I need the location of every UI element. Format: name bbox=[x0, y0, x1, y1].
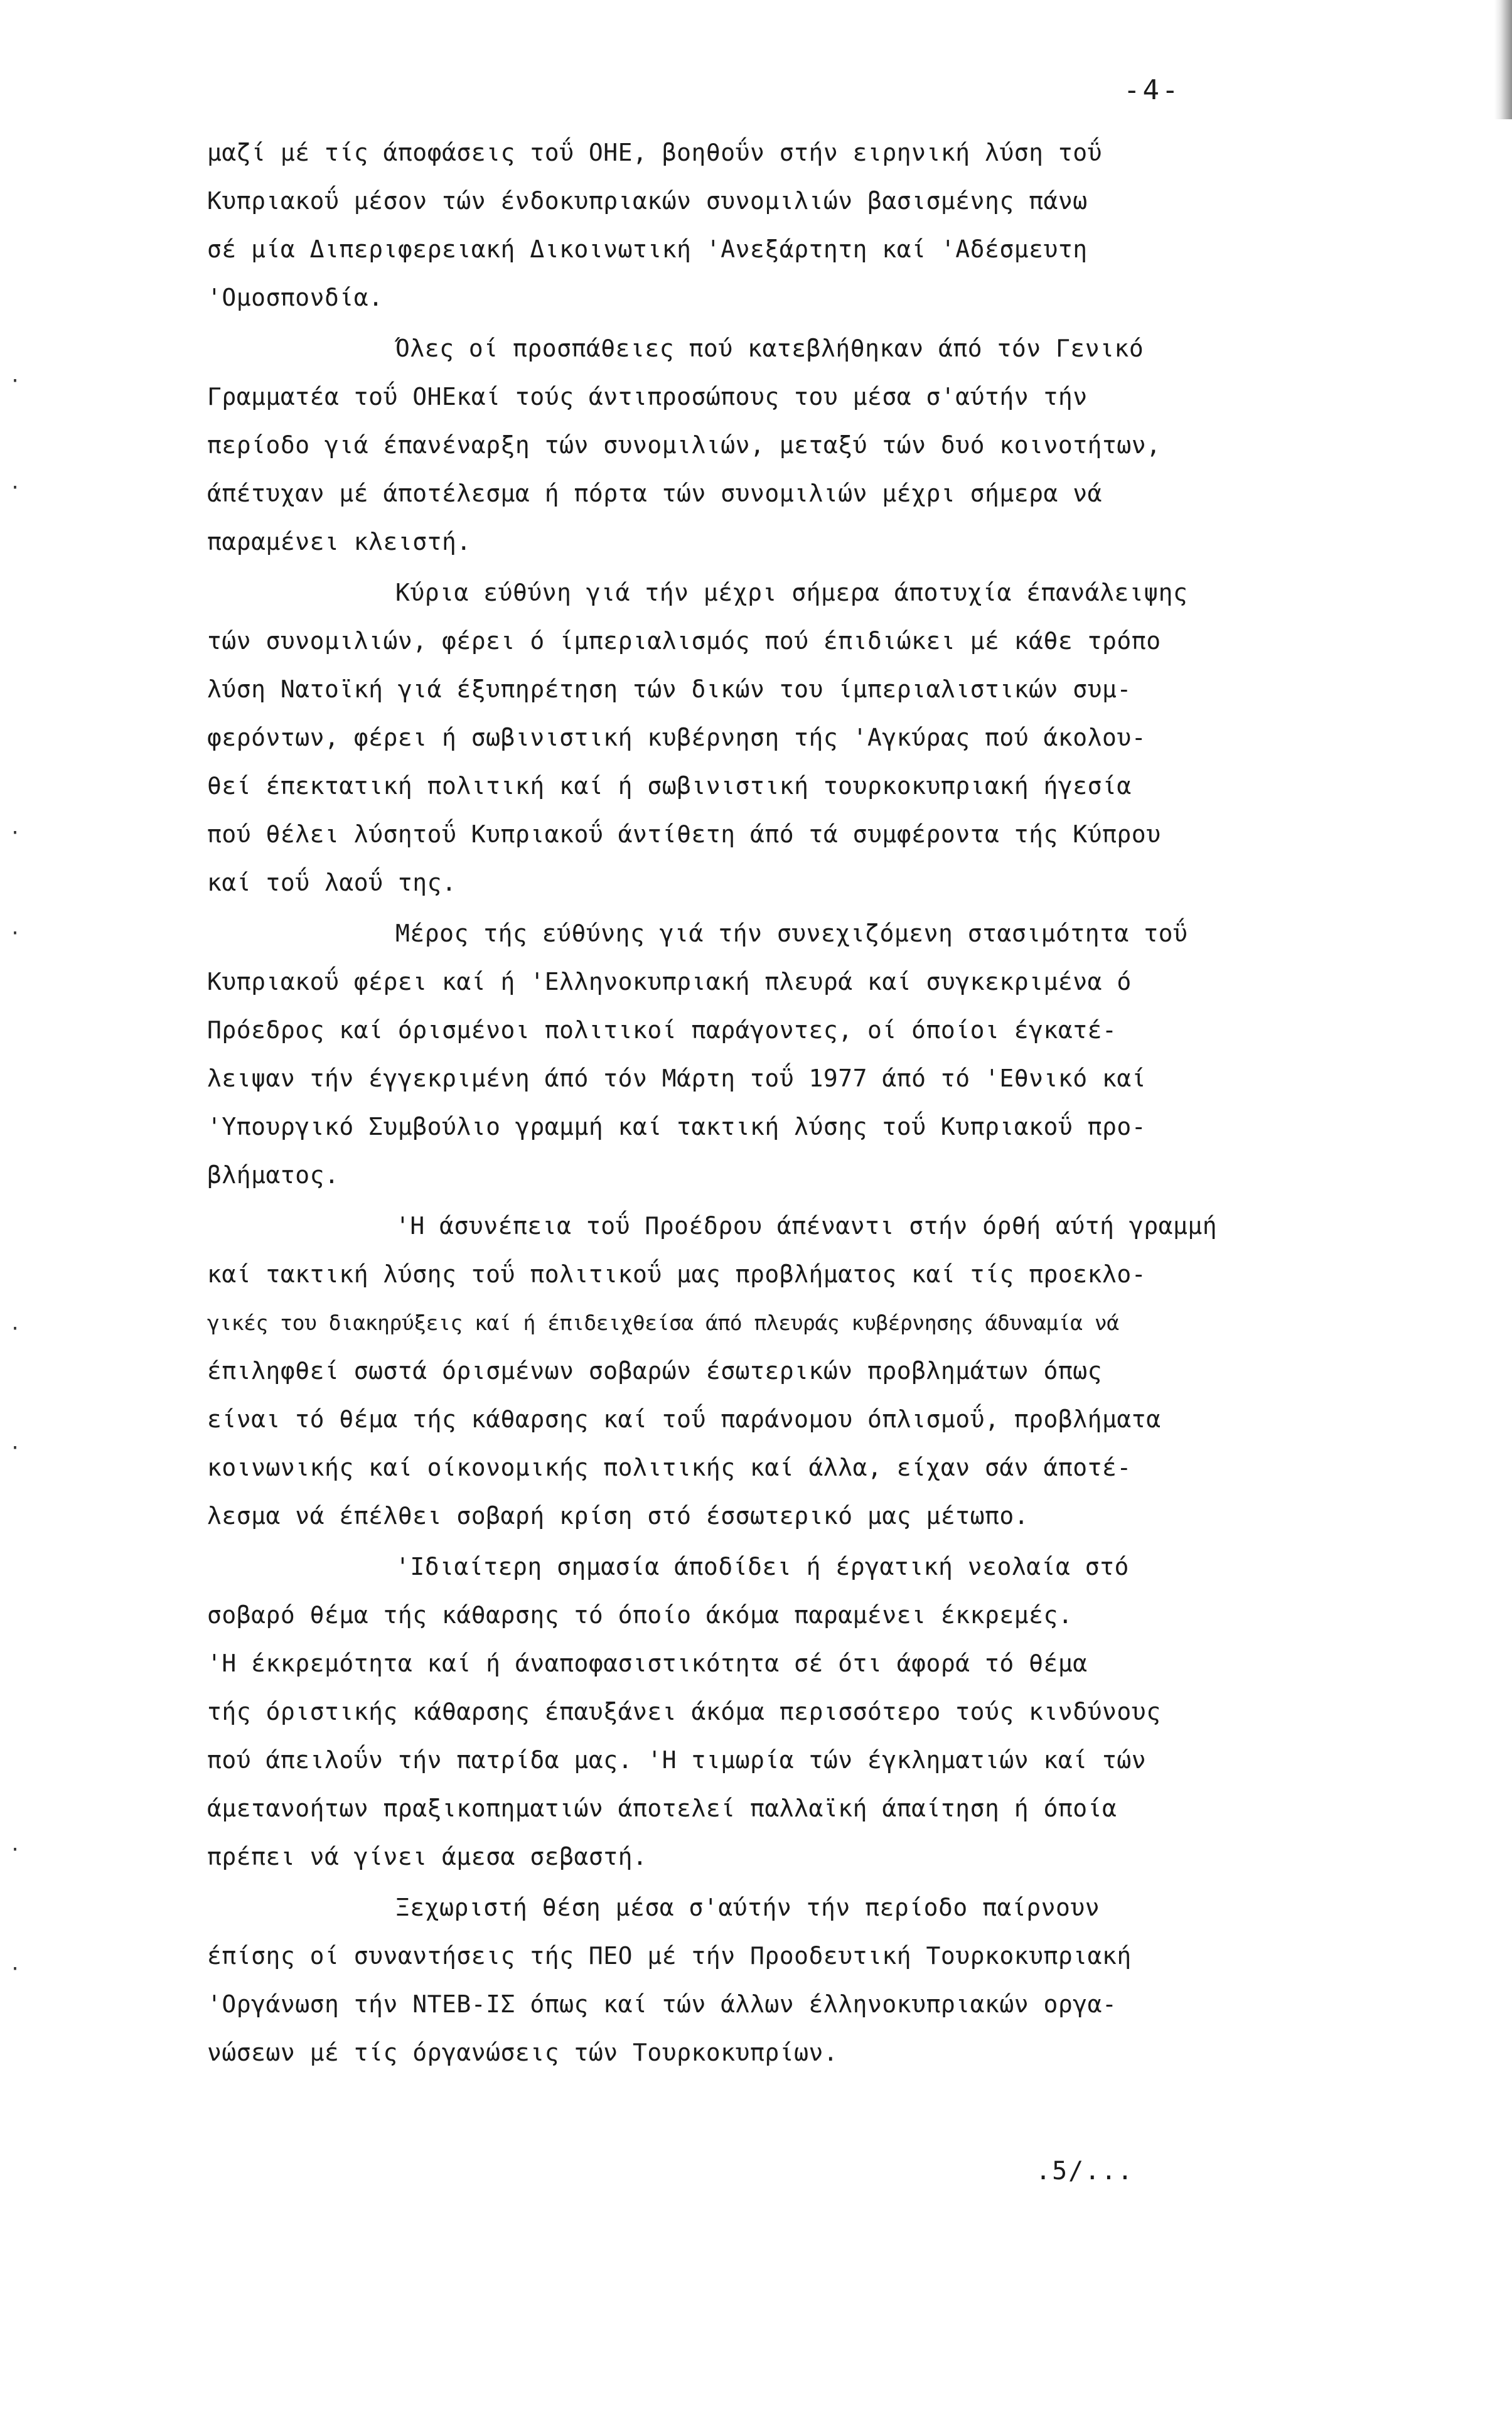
text-line: 'Η έκκρεμότητα καί ή άναποφασιστικότητα σέ ότι άφορά τό θέμα bbox=[207, 1650, 1088, 1677]
text-line: κοινωνικής καί οίκονομικής πολιτικής καί άλλα, είχαν σάν άποτέ- bbox=[207, 1454, 1132, 1481]
text-line: Γραμματέα τοΰ ΟΗΕκαί τούς άντιπροσώπους του μέσα σ'αύτήν τήν bbox=[207, 383, 1088, 410]
paragraph-2 bbox=[207, 325, 1400, 566]
margin-mark: · bbox=[9, 822, 21, 844]
margin-mark: · bbox=[9, 370, 21, 392]
margin-mark: · bbox=[9, 477, 21, 499]
paragraph-3 bbox=[207, 569, 1400, 907]
text-line: Μέρος τής εύθύνης γιά τήν συνεχιζόμενη στασιμότητα τοΰ bbox=[395, 920, 1188, 947]
text-line: σέ μία Διπεριφερειακή Δικοινωτική 'Ανεξάρτητη καί 'Αδέσμευτη bbox=[207, 235, 1088, 263]
text-line: βλήματος. bbox=[207, 1161, 340, 1189]
text-line: άμετανοήτων πραξικοπηματιών άποτελεί παλλαϊκή άπαίτηση ή όποία bbox=[207, 1794, 1117, 1822]
text-line: πρέπει νά γίνει άμεσα σεβαστή. bbox=[207, 1843, 648, 1870]
text-line: λεσμα νά έπέλθει σοβαρή κρίση στό έσσωτερικό μας μέτωπο. bbox=[207, 1502, 1029, 1530]
text-line: περίοδο γιά έπανέναρξη τών συνομιλιών, μεταξύ τών δυό κοινοτήτων, bbox=[207, 431, 1161, 459]
paragraph-4 bbox=[207, 909, 1400, 1199]
text-line: Κυπριακοΰ μέσον τών ένδοκυπριακών συνομιλιών βασισμένης πάνω bbox=[207, 187, 1088, 215]
margin-mark: · bbox=[9, 923, 21, 945]
text-line: είναι τό θέμα τής κάθαρσης καί τοΰ παράνομου όπλισμοΰ, προβλήματα bbox=[207, 1405, 1161, 1433]
text-line: 'Οργάνωση τήν ΝΤΕΒ-ΙΣ όπως καί τών άλλων έλληνοκυπριακών οργα- bbox=[207, 1990, 1117, 2018]
margin-mark: · bbox=[9, 1958, 21, 1980]
text-line: Κυπριακοΰ φέρει καί ή 'Ελληνοκυπριακή πλευρά καί συγκεκριμένα ό bbox=[207, 968, 1132, 995]
text-line: μαζί μέ τίς άποφάσεις τοΰ ΟΗΕ, βοηθοΰν στήν ειρηνική λύση τοΰ bbox=[207, 139, 1103, 166]
paragraph-6 bbox=[207, 1543, 1400, 1881]
page-number: -4- bbox=[1123, 74, 1181, 106]
text-line: τών συνομιλιών, φέρει ό ίμπεριαλισμός πού έπιδιώκει μέ κάθε τρόπο bbox=[207, 627, 1161, 655]
text-line: πού θέλει λύσητοΰ Κυπριακοΰ άντίθετη άπό τά συμφέροντα τής Κύπρου bbox=[207, 820, 1161, 848]
text-line: Κύρια εύθύνη γιά τήν μέχρι σήμερα άποτυχία έπανάλειψης bbox=[395, 579, 1188, 606]
text-line: παραμένει κλειστή. bbox=[207, 528, 471, 555]
text-line: σοβαρό θέμα τής κάθαρσης τό όποίο άκόμα παραμένει έκκρεμές. bbox=[207, 1601, 1073, 1629]
margin-mark: · bbox=[9, 1437, 21, 1459]
text-line: νώσεων μέ τίς όργανώσεις τών Τουρκοκυπρίων. bbox=[207, 2039, 839, 2066]
text-line: γικές του διακηρύξεις καί ή έπιδειχθείσα άπό πλευράς κυβέρνησης άδυναμία νά bbox=[207, 1311, 1119, 1335]
text-line: 'Η άσυνέπεια τοΰ Προέδρου άπέναντι στήν όρθή αύτή γραμμή bbox=[395, 1212, 1218, 1240]
text-line: λειψαν τήν έγγεκριμένη άπό τόν Μάρτη τοΰ 1977 άπό τό 'Εθνικό καί bbox=[207, 1065, 1147, 1092]
text-line: καί τακτική λύσης τοΰ πολιτικοΰ μας προβλήματος καί τίς προεκλο- bbox=[207, 1260, 1147, 1288]
text-line: καί τοΰ λαοΰ της. bbox=[207, 869, 457, 896]
paragraph-5 bbox=[207, 1202, 1400, 1540]
text-line: πού άπειλοΰν τήν πατρίδα μας. 'Η τιμωρία τών έγκληματιών καί τών bbox=[207, 1746, 1147, 1774]
text-line: 'Ομοσπονδία. bbox=[207, 284, 383, 311]
text-line: θεί έπεκτατική πολιτική καί ή σωβινιστική τουρκοκυπριακή ήγεσία bbox=[207, 772, 1132, 800]
text-line: έπίσης οί συναντήσεις τής ΠΕΟ μέ τήν Προοδευτική Τουρκοκυπριακή bbox=[207, 1942, 1132, 1970]
text-line: Πρόεδρος καί όρισμένοι πολιτικοί παράγοντες, οί όποίοι έγκατέ- bbox=[207, 1016, 1117, 1044]
margin-mark: · bbox=[9, 1318, 21, 1340]
paragraph-1 bbox=[207, 129, 1400, 322]
text-line: τής όριστικής κάθαρσης έπαυξάνει άκόμα περισσότερο τούς κινδύνους bbox=[207, 1698, 1161, 1725]
page-edge-binding bbox=[1494, 0, 1512, 119]
text-line: έπιληφθεί σωστά όρισμένων σοβαρών έσωτερικών προβλημάτων όπως bbox=[207, 1357, 1103, 1385]
text-line: Όλες οί προσπάθειες πού κατεβλήθηκαν άπό τόν Γενικό bbox=[395, 335, 1144, 362]
document-body bbox=[207, 129, 1400, 2077]
text-line: Ξεχωριστή θέση μέσα σ'αύτήν τήν περίοδο παίρνουν bbox=[395, 1894, 1100, 1921]
paragraph-7 bbox=[207, 1884, 1400, 2077]
text-line: 'Υπουργικό Συμβούλιο γραμμή καί τακτική λύσης τοΰ Κυπριακοΰ προ- bbox=[207, 1113, 1147, 1140]
text-line: 'Ιδιαίτερη σημασία άποδίδει ή έργατική νεολαία στό bbox=[395, 1553, 1129, 1580]
page-continuation-marker: .5/... bbox=[1036, 2157, 1134, 2186]
text-line: λύση Νατοϊκή γιά έξυπηρέτηση τών δικών του ίμπεριαλιστικών συμ- bbox=[207, 675, 1132, 703]
margin-mark: · bbox=[9, 1839, 21, 1861]
text-line: φερόντων, φέρει ή σωβινιστική κυβέρνηση τής 'Αγκύρας πού άκολου- bbox=[207, 724, 1147, 751]
text-line: άπέτυχαν μέ άποτέλεσμα ή πόρτα τών συνομιλιών μέχρι σήμερα νά bbox=[207, 480, 1103, 507]
